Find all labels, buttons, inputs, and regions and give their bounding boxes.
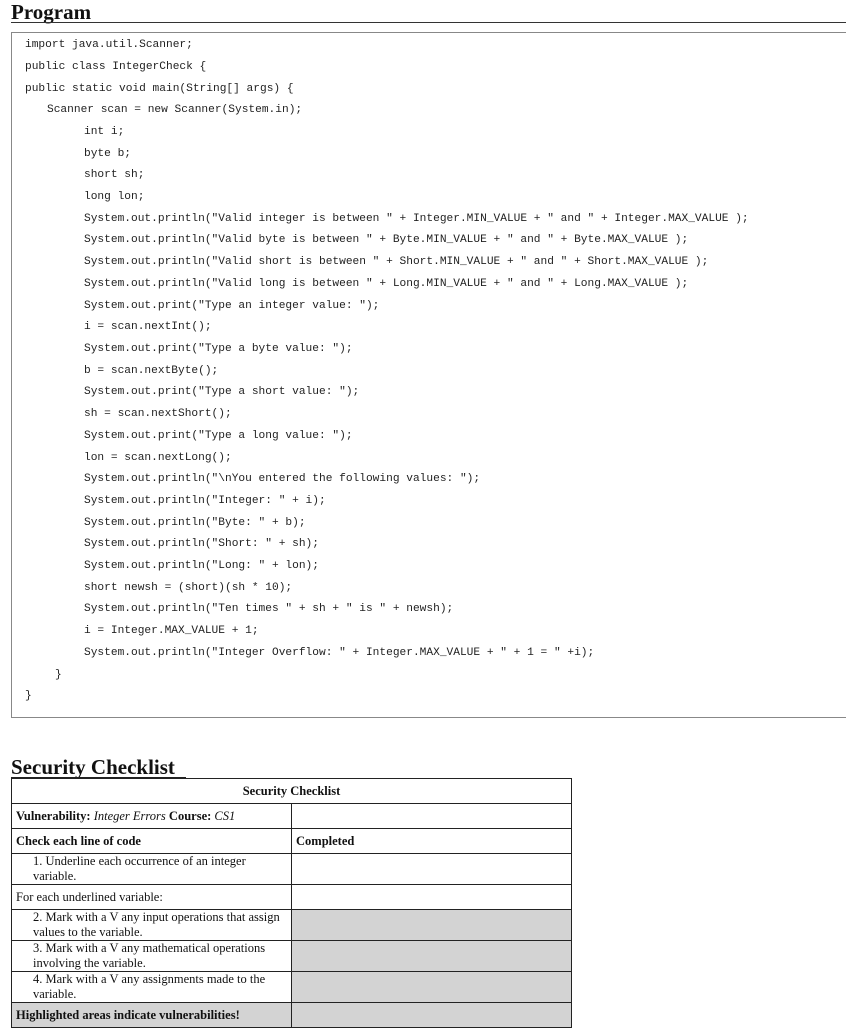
table-row bbox=[12, 829, 572, 854]
course-label: Course: bbox=[168, 808, 212, 823]
code-line: System.out.println("Long: " + lon); bbox=[84, 560, 319, 572]
completed-cell-2[interactable] bbox=[292, 910, 572, 941]
code-line: } bbox=[55, 669, 62, 681]
code-line: System.out.println("Short: " + sh); bbox=[84, 538, 319, 550]
code-line: System.out.println("Integer: " + i); bbox=[84, 495, 326, 507]
table-row bbox=[12, 854, 572, 885]
code-line: lon = scan.nextLong(); bbox=[84, 452, 232, 464]
code-line: short sh; bbox=[84, 169, 145, 181]
checklist-item-1: 1. Underline each occurrence of an integer variable. bbox=[12, 854, 292, 885]
code-line: System.out.println("Byte: " + b); bbox=[84, 517, 306, 529]
table-row bbox=[12, 885, 572, 910]
code-line: public static void main(String[] args) { bbox=[25, 83, 294, 95]
for-each-label: For each underlined variable: bbox=[12, 885, 292, 910]
completed-header: Completed bbox=[292, 829, 572, 854]
code-line: int i; bbox=[84, 126, 125, 138]
code-line: System.out.println("Valid short is between " + Short.MIN_VALUE + " and " + Short.MAX_VALUE ); bbox=[84, 256, 709, 268]
code-line: Scanner scan = new Scanner(System.in); bbox=[47, 104, 303, 116]
checklist-item-2: 2. Mark with a V any input operations that assign values to the variable. bbox=[12, 910, 292, 941]
code-line: System.out.println("Ten times " + sh + " is " + newsh); bbox=[84, 603, 454, 615]
vulnerability-value: Integer Errors bbox=[93, 808, 166, 823]
checklist-item-4: 4. Mark with a V any assignments made to the variable. bbox=[12, 972, 292, 1003]
table-row bbox=[12, 972, 572, 1003]
security-checklist-table bbox=[11, 778, 572, 1028]
program-heading-rule bbox=[11, 22, 846, 23]
code-line: long lon; bbox=[84, 191, 145, 203]
table-row bbox=[12, 910, 572, 941]
code-line: byte b; bbox=[84, 148, 131, 160]
code-line: System.out.print("Type an integer value: "); bbox=[84, 300, 380, 312]
table-row bbox=[12, 941, 572, 972]
security-checklist-heading: Security Checklist bbox=[11, 755, 175, 779]
code-line: i = scan.nextInt(); bbox=[84, 321, 212, 333]
vulnerability-label: Vulnerability: bbox=[16, 808, 91, 823]
empty-cell bbox=[292, 804, 572, 829]
code-line: short newsh = (short)(sh * 10); bbox=[84, 582, 293, 594]
code-line: import java.util.Scanner; bbox=[25, 39, 193, 51]
completed-cell-empty bbox=[292, 885, 572, 910]
table-caption: Security Checklist bbox=[12, 779, 572, 804]
checklist-item-3: 3. Mark with a V any mathematical operations involving the variable. bbox=[12, 941, 292, 972]
completed-cell-3[interactable] bbox=[292, 941, 572, 972]
check-header: Check each line of code bbox=[12, 829, 292, 854]
code-line: b = scan.nextByte(); bbox=[84, 365, 219, 377]
code-line: public class IntegerCheck { bbox=[25, 61, 207, 73]
course-value: CS1 bbox=[214, 808, 236, 823]
code-block bbox=[11, 32, 846, 718]
footer-note: Highlighted areas indicate vulnerabilities! bbox=[12, 1003, 292, 1028]
code-line: sh = scan.nextShort(); bbox=[84, 408, 232, 420]
code-line: System.out.println("Valid integer is between " + Integer.MIN_VALUE + " and " + Integer.MAX_VALUE ); bbox=[84, 213, 749, 225]
code-line: System.out.print("Type a short value: "); bbox=[84, 386, 360, 398]
table-row bbox=[12, 779, 572, 804]
table-row bbox=[12, 804, 572, 829]
code-line: System.out.println("Valid long is between " + Long.MIN_VALUE + " and " + Long.MAX_VALUE ); bbox=[84, 278, 689, 290]
completed-cell-4[interactable] bbox=[292, 972, 572, 1003]
code-line: System.out.println("Integer Overflow: " + Integer.MAX_VALUE + " + 1 = " +i); bbox=[84, 647, 595, 659]
code-line: System.out.print("Type a long value: "); bbox=[84, 430, 353, 442]
completed-cell-1[interactable] bbox=[292, 854, 572, 885]
code-line: i = Integer.MAX_VALUE + 1; bbox=[84, 625, 259, 637]
code-line: System.out.println("\nYou entered the following values: "); bbox=[84, 473, 481, 485]
code-line: System.out.print("Type a byte value: "); bbox=[84, 343, 353, 355]
vulnerability-cell bbox=[12, 804, 292, 829]
code-line: System.out.println("Valid byte is between " + Byte.MIN_VALUE + " and " + Byte.MAX_VALUE ); bbox=[84, 234, 689, 246]
program-heading: Program bbox=[11, 0, 92, 24]
code-line: } bbox=[25, 690, 32, 702]
